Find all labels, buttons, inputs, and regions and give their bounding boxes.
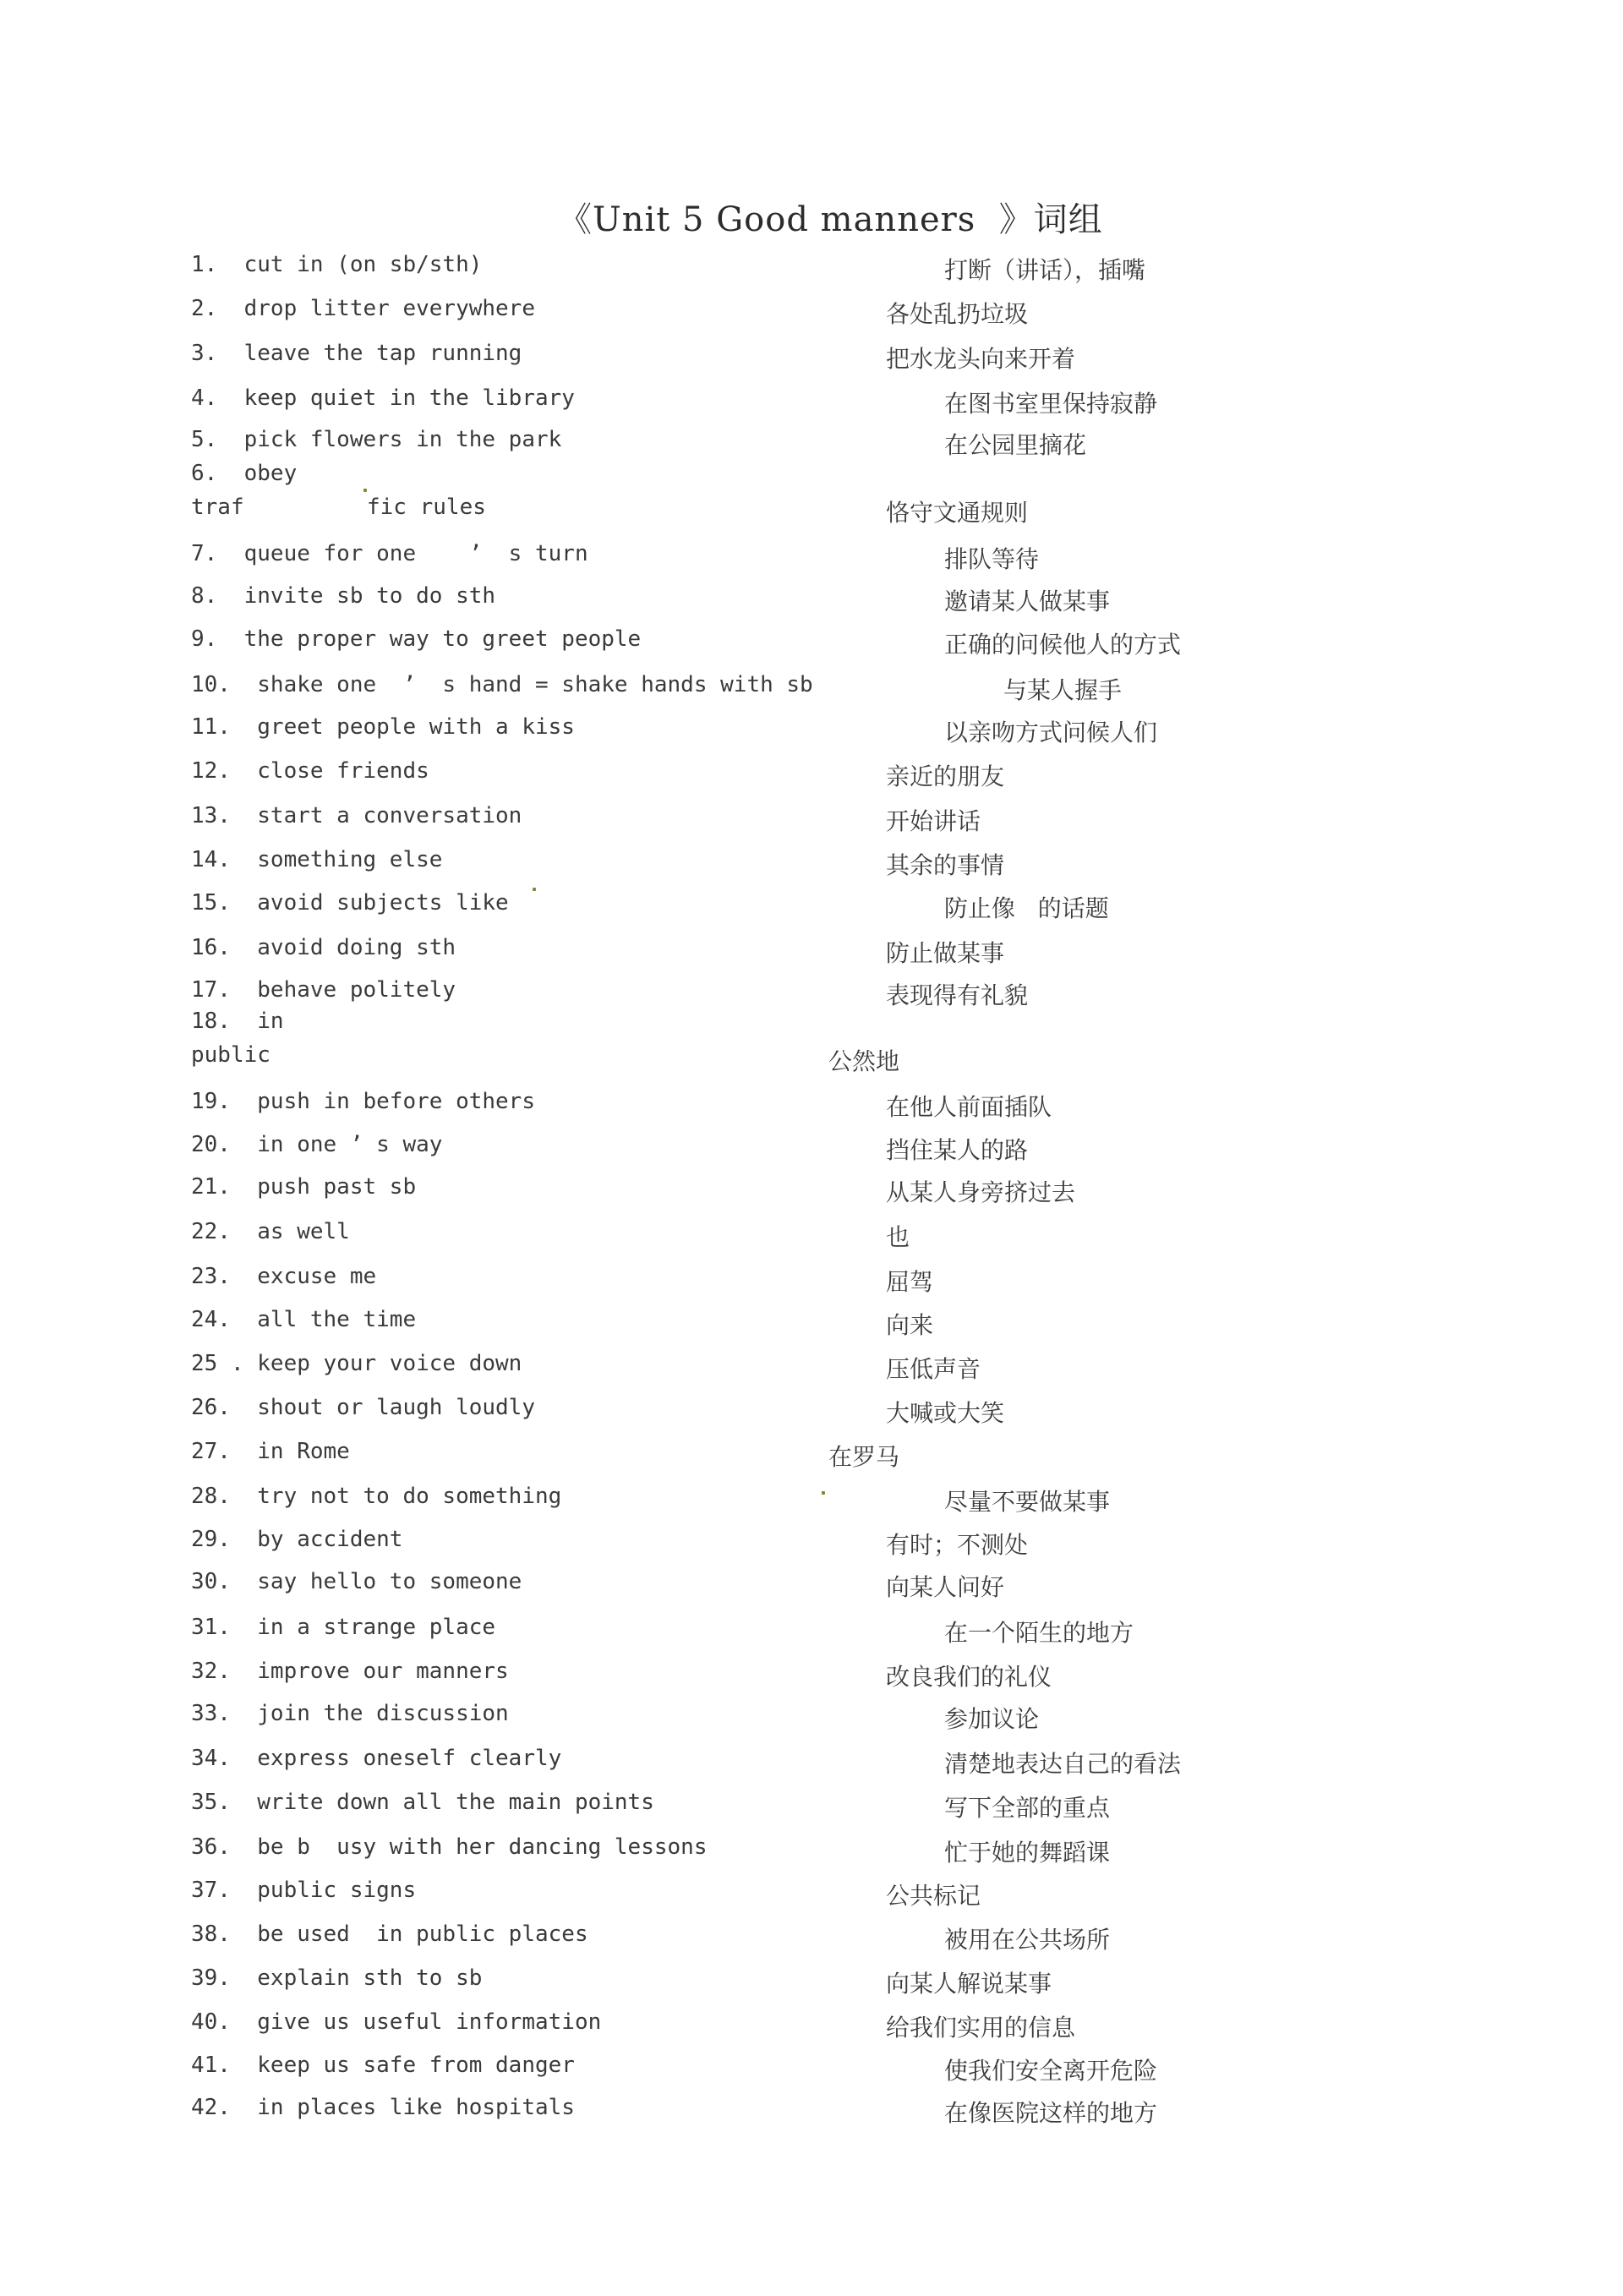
scan-speck	[822, 1491, 825, 1495]
phrase-chinese: 从某人身旁挤过去	[886, 1178, 1076, 1206]
scan-speck	[533, 888, 536, 891]
phrase-chinese: 在罗马	[828, 1443, 900, 1471]
phrase-english: 32. improve our manners	[191, 1659, 509, 1684]
phrase-chinese: 被用在公共场所	[944, 1926, 1111, 1954]
phrase-chinese: 大喊或大笑	[886, 1399, 1005, 1427]
phrase-english: 27. in Rome	[191, 1439, 350, 1464]
phrase-english: 20. in one ’ s way	[191, 1132, 443, 1157]
phrase-english: 29. by accident	[191, 1527, 403, 1552]
phrase-chinese: 在像医院这样的地方	[944, 2099, 1158, 2127]
phrase-english: 25 . keep your voice down	[191, 1351, 522, 1376]
phrase-english: 16. avoid doing sth	[191, 935, 456, 960]
phrase-english: 36. be b usy with her dancing lessons	[191, 1834, 708, 1860]
phrase-chinese: 忙于她的舞蹈课	[944, 1839, 1111, 1867]
phrase-english: 18. in	[191, 1009, 284, 1034]
phrase-english: 35. write down all the main points	[191, 1790, 654, 1815]
phrase-chinese: 公然地	[828, 1047, 900, 1075]
phrase-english: 38. be used in public places	[191, 1922, 588, 1947]
phrase-chinese: 邀请某人做某事	[944, 588, 1111, 615]
phrase-chinese: 向某人问好	[886, 1573, 1005, 1601]
phrase-chinese: 使我们安全离开危险	[944, 2057, 1158, 2085]
phrase-english: 13. start a conversation	[191, 803, 522, 828]
phrase-english: 39. explain sth to sb	[191, 1965, 483, 1991]
phrase-english: 4. keep quiet in the library	[191, 385, 575, 411]
phrase-english: 7. queue for one ’ s turn	[191, 541, 588, 566]
page-title: 《Unit 5 Good manners 》词组	[558, 200, 1103, 239]
phrase-chinese: 把水龙头向来开着	[886, 345, 1076, 373]
phrase-english: 22. as well	[191, 1219, 350, 1244]
phrase-english: 33. join the discussion	[191, 1701, 509, 1726]
phrase-english: 21. push past sb	[191, 1174, 417, 1200]
phrase-english: 12. close friends	[191, 758, 429, 784]
phrase-english: 2. drop litter everywhere	[191, 296, 535, 321]
phrase-english: 3. leave the tap running	[191, 341, 522, 366]
phrase-chinese: 改良我们的礼仪	[886, 1663, 1052, 1691]
phrase-english-continued: traf	[191, 495, 244, 520]
phrase-english: 6. obey	[191, 461, 298, 486]
phrase-chinese: 恪守文通规则	[886, 499, 1029, 527]
phrase-chinese: 挡住某人的路	[886, 1136, 1029, 1164]
phrase-english: 10. shake one ’ s hand = shake hands with sb	[191, 672, 813, 697]
phrase-english: 37. public signs	[191, 1878, 417, 1903]
phrase-chinese: 在图书室里保持寂静	[944, 390, 1158, 418]
phrase-chinese: 给我们实用的信息	[886, 2014, 1076, 2042]
phrase-english-continued: fic rules	[367, 495, 486, 520]
phrase-chinese: 其余的事情	[886, 851, 1005, 879]
phrase-english-continued: public	[191, 1042, 270, 1068]
phrase-english: 5. pick flowers in the park	[191, 427, 562, 452]
phrase-english: 24. all the time	[191, 1307, 417, 1332]
phrase-english: 41. keep us safe from danger	[191, 2053, 575, 2078]
phrase-english: 8. invite sb to do sth	[191, 583, 496, 609]
phrase-chinese: 开始讲话	[886, 807, 981, 835]
phrase-chinese: 在公园里摘花	[944, 431, 1087, 459]
phrase-english: 14. something else	[191, 847, 443, 872]
phrase-english: 19. push in before others	[191, 1089, 535, 1114]
phrase-english: 9. the proper way to greet people	[191, 626, 642, 652]
phrase-chinese: 以亲吻方式问候人们	[944, 719, 1158, 746]
phrase-chinese: 压低声音	[886, 1355, 981, 1383]
phrase-chinese: 尽量不要做某事	[944, 1488, 1111, 1516]
phrase-chinese: 也	[886, 1223, 910, 1251]
phrase-chinese: 各处乱扔垃圾	[886, 300, 1029, 328]
phrase-english: 31. in a strange place	[191, 1615, 496, 1640]
phrase-chinese: 表现得有礼貌	[886, 981, 1029, 1009]
phrase-english: 26. shout or laugh loudly	[191, 1395, 535, 1420]
phrase-chinese: 防止做某事	[886, 939, 1005, 967]
phrase-english: 17. behave politely	[191, 977, 456, 1003]
phrase-english: 40. give us useful information	[191, 2009, 602, 2035]
phrase-chinese: 在他人前面插队	[886, 1093, 1052, 1121]
phrase-chinese: 公共标记	[886, 1882, 981, 1910]
phrase-chinese: 防止像 的话题	[944, 894, 1109, 922]
phrase-english: 1. cut in (on sb/sth)	[191, 252, 483, 277]
phrase-chinese: 与某人握手	[1003, 676, 1123, 704]
phrase-chinese: 向某人解说某事	[886, 1970, 1052, 1998]
phrase-chinese: 屈驾	[886, 1268, 934, 1296]
phrase-chinese: 打断（讲话），插嘴	[944, 256, 1146, 284]
phrase-english: 42. in places like hospitals	[191, 2095, 575, 2120]
phrase-chinese: 在一个陌生的地方	[944, 1619, 1134, 1647]
phrase-chinese: 向来	[886, 1311, 934, 1339]
phrase-english: 11. greet people with a kiss	[191, 714, 575, 740]
phrase-chinese: 有时；不测处	[886, 1531, 1029, 1559]
phrase-chinese: 写下全部的重点	[944, 1794, 1111, 1822]
phrase-chinese: 亲近的朋友	[886, 763, 1005, 790]
phrase-english: 30. say hello to someone	[191, 1569, 522, 1594]
phrase-english: 34. express oneself clearly	[191, 1746, 562, 1771]
phrase-chinese: 参加议论	[944, 1705, 1040, 1733]
phrase-english: 23. excuse me	[191, 1264, 377, 1289]
phrase-chinese: 正确的问候他人的方式	[944, 631, 1182, 659]
phrase-chinese: 排队等待	[944, 545, 1040, 573]
phrase-english: 28. try not to do something	[191, 1484, 562, 1509]
scan-speck	[363, 489, 367, 492]
phrase-english: 15. avoid subjects like	[191, 890, 509, 916]
phrase-chinese: 清楚地表达自己的看法	[944, 1750, 1182, 1778]
